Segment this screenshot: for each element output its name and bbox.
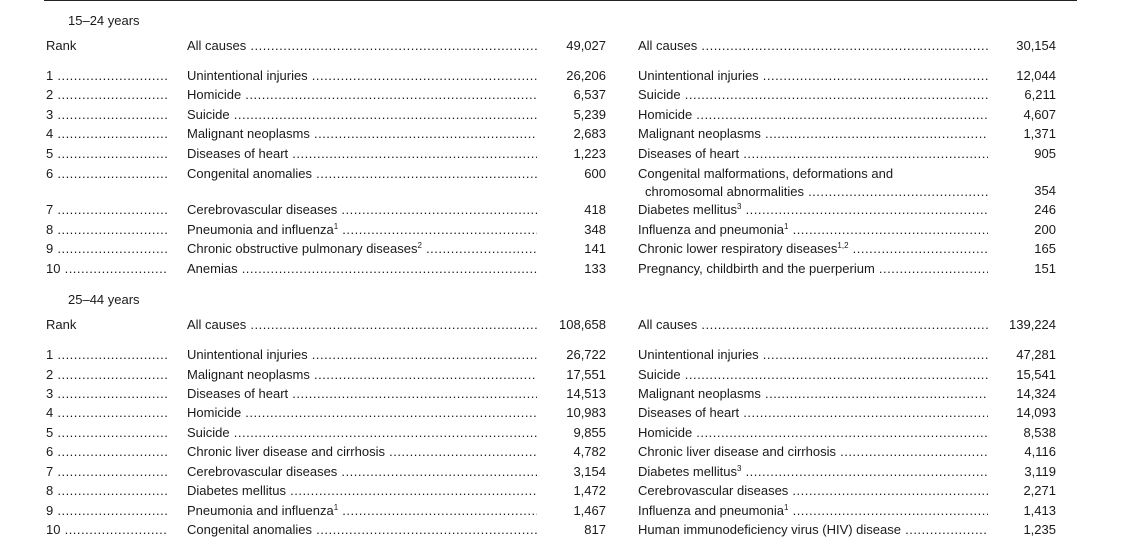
cause-text: Chronic liver disease and cirrhosis ..... — [187, 444, 537, 459]
cause-name — [638, 443, 988, 461]
cause-name — [638, 125, 988, 143]
leader-dots — [849, 241, 988, 256]
table-row — [0, 482, 1125, 500]
rank-text: 10 ..... — [46, 522, 168, 537]
rank-text: 2 ..... — [46, 367, 168, 382]
cause-name — [638, 240, 988, 258]
table-row — [0, 260, 1125, 278]
cause-text: Diabetes mellitus — [638, 464, 737, 479]
death-count: 6,211 — [1024, 87, 1056, 102]
death-count: 1,235 — [1023, 522, 1056, 537]
cause-text: Diabetes mellitus ..... — [187, 483, 537, 498]
death-count: 817 — [584, 522, 606, 537]
all-causes-value: 108,658 — [559, 317, 606, 332]
all-causes-label — [638, 37, 988, 55]
footnote-marker: 3 — [737, 202, 742, 211]
cause-name — [638, 221, 988, 239]
death-count: 1,223 — [573, 146, 606, 161]
table-row — [0, 346, 1125, 364]
death-count: 348 — [584, 222, 606, 237]
death-count: 6,537 — [573, 87, 606, 102]
cause-text: Diabetes mellitus — [638, 202, 737, 217]
rank-number — [46, 86, 168, 104]
cause-text: Suicide ..... — [187, 107, 537, 122]
cause-text: Malignant neoplasms ..... — [187, 367, 537, 382]
rank-number — [46, 165, 168, 183]
cause-name — [638, 463, 988, 481]
table-row — [0, 385, 1125, 403]
cause-text: Homicide ..... — [638, 425, 988, 440]
cause-name — [187, 521, 537, 539]
rank-number — [46, 67, 168, 85]
all-causes-text: All causes ..... — [187, 38, 537, 53]
cause-name — [638, 260, 988, 278]
rank-text: 4 ..... — [46, 126, 168, 141]
cause-name — [187, 346, 537, 364]
all-causes-text: All causes ..... — [638, 38, 988, 53]
table-row — [0, 502, 1125, 520]
cause-name — [638, 86, 988, 104]
cause-name — [638, 67, 988, 85]
all-causes-value: 139,224 — [1009, 317, 1056, 332]
cause-text: Influenza and pneumonia — [638, 503, 785, 518]
footnote-marker: 1 — [784, 222, 789, 231]
table-row — [0, 521, 1125, 539]
cause-name — [187, 221, 537, 239]
death-count: 905 — [1034, 146, 1056, 161]
cause-text: Homicide ..... — [187, 405, 537, 420]
cause-text: Pregnancy, childbirth and the puerperium ..... — [638, 261, 988, 276]
cause-name — [187, 145, 537, 163]
rank-text: 4 ..... — [46, 405, 168, 420]
cause-name — [187, 125, 537, 143]
all-causes-row — [0, 316, 1125, 334]
rank-text: 2 ..... — [46, 87, 168, 102]
cause-text: Congenital anomalies ..... — [187, 166, 537, 181]
cause-text: Congenital anomalies ..... — [187, 522, 537, 537]
rank-number — [46, 482, 168, 500]
cause-text: Anemias ..... — [187, 261, 537, 276]
cause-text: Malignant neoplasms ..... — [638, 126, 988, 141]
cause-text: Unintentional injuries ..... — [187, 68, 537, 83]
death-count: 4,116 — [1024, 444, 1056, 459]
rank-number — [46, 201, 168, 219]
death-count: 9,855 — [573, 425, 606, 440]
death-count: 141 — [584, 241, 606, 256]
cause-text: Unintentional injuries ..... — [187, 347, 537, 362]
rank-number — [46, 145, 168, 163]
death-count: 165 — [1034, 241, 1056, 256]
cause-text: chromosomal abnormalities ..... — [645, 184, 988, 199]
rank-number — [46, 443, 168, 461]
cause-text: Suicide ..... — [638, 367, 988, 382]
cause-text: Homicide ..... — [187, 87, 537, 102]
death-count: 8,538 — [1023, 425, 1056, 440]
cause-text: Diseases of heart ..... — [187, 386, 537, 401]
rank-number — [46, 385, 168, 403]
rank-text: 5 ..... — [46, 425, 168, 440]
rank-number — [46, 502, 168, 520]
rank-header: Rank — [46, 317, 77, 332]
cause-name — [638, 424, 988, 442]
age-group-heading: 15–24 years — [68, 13, 140, 28]
cause-name — [187, 366, 537, 384]
death-count: 12,044 — [1016, 68, 1056, 83]
all-causes-row — [0, 37, 1125, 55]
cause-name — [638, 165, 988, 183]
death-count: 418 — [584, 202, 606, 217]
death-count: 47,281 — [1016, 347, 1056, 362]
table-row — [0, 463, 1125, 481]
footnote-marker: 2 — [417, 241, 422, 250]
table-row — [0, 106, 1125, 124]
table-row — [0, 86, 1125, 104]
death-count: 3,154 — [573, 464, 606, 479]
cause-name — [187, 86, 537, 104]
all-causes-value: 30,154 — [1016, 38, 1056, 53]
death-count: 14,513 — [566, 386, 606, 401]
rank-text: 9 ..... — [46, 241, 168, 256]
rank-text: 5 ..... — [46, 146, 168, 161]
cause-text: Influenza and pneumonia — [638, 222, 785, 237]
leader-dots — [422, 241, 537, 256]
cause-text: Diseases of heart ..... — [187, 146, 537, 161]
cause-name — [187, 260, 537, 278]
rank-number — [46, 463, 168, 481]
cause-text: Malignant neoplasms ..... — [187, 126, 537, 141]
cause-name — [187, 165, 537, 183]
cause-name — [187, 482, 537, 500]
cause-name — [638, 106, 988, 124]
death-count: 151 — [1034, 261, 1056, 276]
table-row — [0, 366, 1125, 384]
footnote-marker: 1,2 — [837, 241, 849, 250]
cause-text: Diseases of heart ..... — [638, 405, 988, 420]
rank-number — [46, 125, 168, 143]
cause-text: Pneumonia and influenza — [187, 222, 334, 237]
cause-text: Pneumonia and influenza — [187, 503, 334, 518]
all-causes-text: All causes ..... — [187, 317, 537, 332]
death-count: 200 — [1034, 222, 1056, 237]
rank-number — [46, 346, 168, 364]
rank-text: 7 ..... — [46, 202, 168, 217]
rank-number — [46, 221, 168, 239]
cause-text: Homicide ..... — [638, 107, 988, 122]
table-row — [0, 424, 1125, 442]
cause-text: Unintentional injuries ..... — [638, 68, 988, 83]
leader-dots — [788, 222, 988, 237]
cause-text: Suicide ..... — [638, 87, 988, 102]
table-row — [0, 240, 1125, 258]
footnote-marker: 1 — [333, 222, 339, 231]
table-row — [0, 145, 1125, 163]
death-count: 14,093 — [1016, 405, 1056, 420]
table-row — [0, 67, 1125, 85]
cause-text: Cerebrovascular diseases ..... — [187, 464, 537, 479]
death-count: 2,683 — [573, 126, 606, 141]
death-count: 133 — [584, 261, 606, 276]
death-count: 4,782 — [573, 444, 606, 459]
death-count: 10,983 — [566, 405, 606, 420]
leader-dots — [788, 503, 988, 518]
rank-text: 3 ..... — [46, 107, 168, 122]
cause-text: Malignant neoplasms ..... — [638, 386, 988, 401]
death-count: 5,239 — [573, 107, 606, 122]
footnote-marker: 3 — [737, 464, 742, 473]
cause-name — [187, 106, 537, 124]
cause-continuation — [645, 183, 988, 200]
all-causes-label — [638, 316, 988, 334]
rank-number — [46, 404, 168, 422]
all-causes-value: 49,027 — [566, 38, 606, 53]
cause-name — [187, 463, 537, 481]
leader-dots — [338, 503, 537, 518]
cause-name — [187, 67, 537, 85]
rank-text: 7 ..... — [46, 464, 168, 479]
cause-name — [638, 145, 988, 163]
death-count: 1,413 — [1023, 503, 1056, 518]
rank-text: 1 ..... — [46, 347, 168, 362]
rank-number — [46, 260, 168, 278]
rank-text: 1 ..... — [46, 68, 168, 83]
death-count: 3,119 — [1024, 464, 1056, 479]
death-count: 4,607 — [1023, 107, 1056, 122]
rank-text: 9 ..... — [46, 503, 168, 518]
cause-name — [638, 346, 988, 364]
death-count: 600 — [584, 166, 606, 181]
cause-text: Chronic liver disease and cirrhosis ..... — [638, 444, 988, 459]
top-rule — [44, 0, 1077, 1]
cause-name — [638, 502, 988, 520]
table-row — [0, 404, 1125, 422]
rank-text: 6 ..... — [46, 444, 168, 459]
cause-name — [187, 443, 537, 461]
all-causes-label — [187, 316, 537, 334]
footnote-marker: 1 — [333, 503, 339, 512]
death-count: 15,541 — [1016, 367, 1056, 382]
cause-text: Cerebrovascular diseases ..... — [638, 483, 988, 498]
cause-name — [638, 404, 988, 422]
cause-name — [638, 201, 988, 219]
leader-dots — [338, 222, 537, 237]
death-count: 17,551 — [566, 367, 606, 382]
death-count: 1,371 — [1023, 126, 1056, 141]
leader-dots — [741, 202, 988, 217]
all-causes-label — [187, 37, 537, 55]
all-causes-text: All causes ..... — [638, 317, 988, 332]
death-count: 1,472 — [573, 483, 606, 498]
death-count: 26,206 — [566, 68, 606, 83]
cause-name — [187, 404, 537, 422]
rank-number — [46, 366, 168, 384]
cause-name — [638, 366, 988, 384]
table-row — [0, 165, 1125, 201]
death-count: 1,467 — [573, 503, 606, 518]
rank-text: 8 ..... — [46, 483, 168, 498]
death-count: 354 — [1034, 183, 1056, 198]
cause-text: Chronic obstructive pulmonary diseases — [187, 241, 418, 256]
rank-header: Rank — [46, 38, 77, 53]
age-group-heading: 25–44 years — [68, 292, 140, 307]
rank-text: 8 ..... — [46, 222, 168, 237]
cause-name — [638, 385, 988, 403]
cause-text: Suicide ..... — [187, 425, 537, 440]
rank-number — [46, 240, 168, 258]
cause-name — [187, 201, 537, 219]
cause-text: Diseases of heart ..... — [638, 146, 988, 161]
cause-name — [187, 240, 537, 258]
cause-text: Chronic lower respiratory diseases — [638, 241, 838, 256]
table-row — [0, 221, 1125, 239]
table-row — [0, 125, 1125, 143]
footnote-marker: 1 — [784, 503, 789, 512]
cause-text: Cerebrovascular diseases ..... — [187, 202, 537, 217]
cause-name — [187, 424, 537, 442]
rank-number — [46, 106, 168, 124]
cause-text: Congenital malformations, deformations and — [638, 166, 894, 181]
cause-text: Human immunodeficiency virus (HIV) disease ..... — [638, 522, 988, 537]
rank-text: 6 ..... — [46, 166, 168, 181]
leader-dots — [741, 464, 988, 479]
cause-name — [187, 502, 537, 520]
table-row — [0, 443, 1125, 461]
cause-name — [638, 482, 988, 500]
rank-text: 3 ..... — [46, 386, 168, 401]
table-row — [0, 201, 1125, 219]
death-count: 14,324 — [1016, 386, 1056, 401]
rank-number — [46, 424, 168, 442]
cause-name — [187, 385, 537, 403]
rank-text: 10 ..... — [46, 261, 168, 276]
death-count: 26,722 — [566, 347, 606, 362]
cause-text: Unintentional injuries ..... — [638, 347, 988, 362]
rank-number — [46, 521, 168, 539]
death-count: 2,271 — [1023, 483, 1056, 498]
death-count: 246 — [1034, 202, 1056, 217]
cause-name — [638, 521, 988, 539]
